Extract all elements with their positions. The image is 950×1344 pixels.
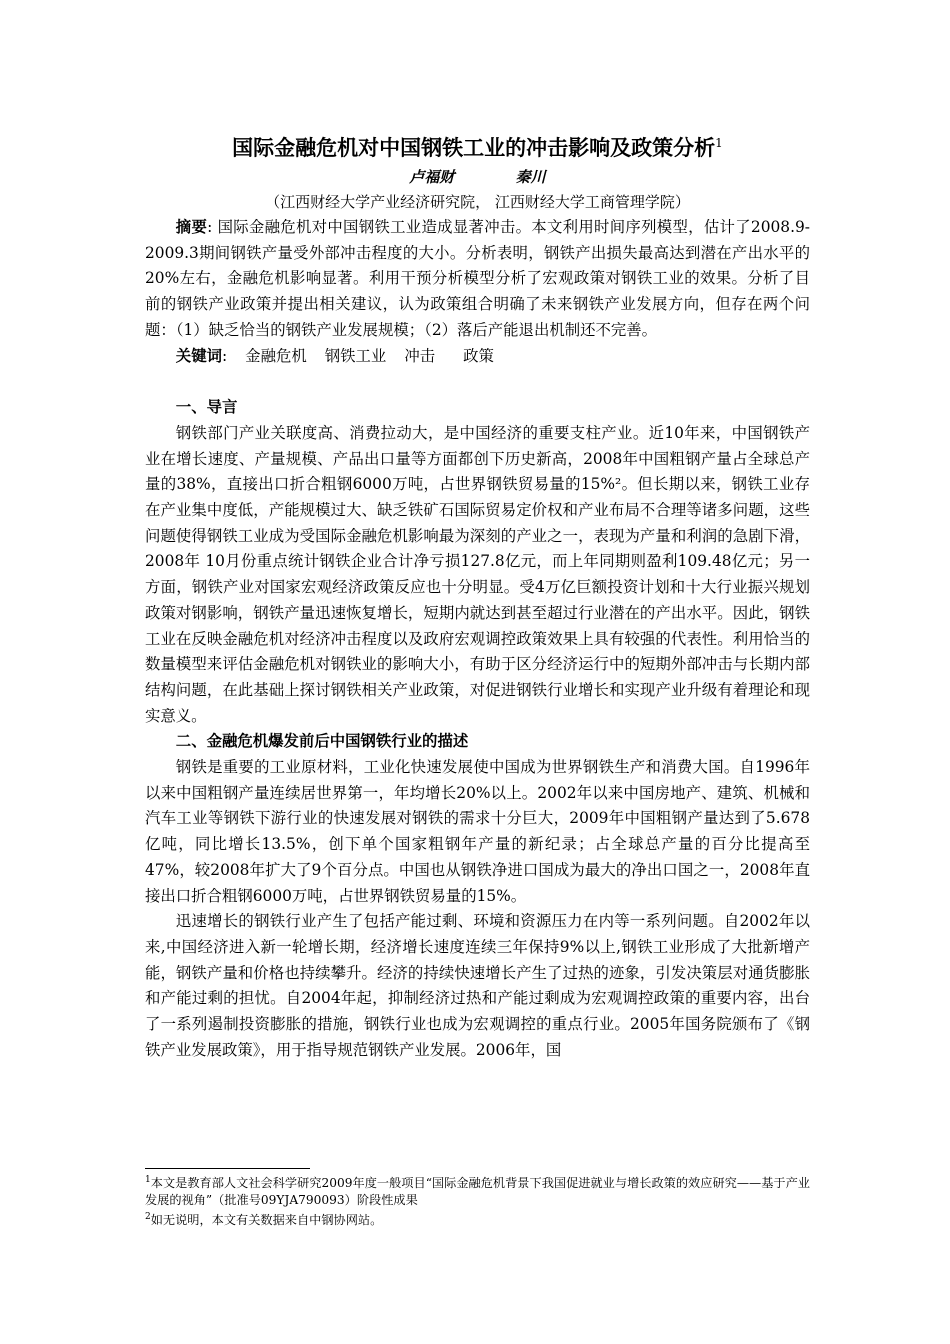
paper-title: [145, 128, 810, 163]
footnote-1-mark: 1: [145, 1175, 151, 1185]
keyword-2: 钢铁工业: [324, 346, 387, 365]
author-list: [145, 166, 810, 188]
abstract-label: 摘要: [175, 218, 208, 236]
footnote-divider: [145, 1168, 310, 1169]
section-2-paragraph-1: 钢铁是重要的工业原材料，工业化快速发展使中国成为世界钢铁生产和消费大国。自1996年以来中国粗钢产量连续居世界第一，年均增长20%以上。2002年以来中国房地产、建筑、机械和汽车工业等钢铁下游行业的快速发展对钢铁的需求十分巨大，2009年中国粗钢产量达到了5.678亿吨，同比增长13.5%，创下单个国家粗钢年产量的新纪录；占全球总产量的百分比提高至47%，较2008年扩大了9个百分点。中国也从钢铁净进口国成为最大的净出口国之一，2008年直接出口折合粗钢6000万吨，占世界钢铁贸易量的15%。: [145, 758, 810, 905]
section-1-paragraph-1: 钢铁部门产业关联度高、消费拉动大，是中国经济的重要支柱产业。近10年来，中国钢铁产业在增长速度、产量规模、产品出口量等方面都创下历史新高，2008年中国粗钢产量占全球总产量的38%，直接出口折合粗钢6000万吨，占世界钢铁贸易量的15%²。但长期以来，钢铁工业存在产业集中度低，产能规模过大、缺乏铁矿石国际贸易定价权和产业布局不合理等诸多问题，这些问题使得钢铁工业成为受国际金融危机影响最为深刻的产业之一，表现为产量和利润的急剧下滑，2008年 10月份重点统计钢铁企业合计净亏损127.8亿元，而上年同期则盈利109.48亿元；另一方面，钢铁产业对国家宏观经济政策反应也十分明显。受4万亿巨额投资计划和十大行业振兴规划政策对钢影响，钢铁产量迅速恢复增长，短期内就达到甚至超过行业潜在的产出水平。因此，钢铁工业在反映金融危机对经济冲击程度以及政府宏观调控政策效果上具有较强的代表性。利用恰当的数量模型来评估金融危机对钢铁业的影响大小，有助于区分经济运行中的短期外部冲击与长期内部结构问题，在此基础上探讨钢铁相关产业政策，对促进钢铁行业增长和实现产业升级有着理论和现实意义。: [145, 423, 810, 725]
keyword-4: 政策: [463, 346, 494, 365]
keyword-3: 冲击: [404, 346, 436, 365]
abstract: [145, 215, 810, 344]
footnote-2-mark: 2: [145, 1212, 151, 1223]
section-heading-2: 二、金融危机爆发前后中国钢铁行业的描述: [175, 732, 469, 751]
footnote-2-text: 如无说明，本文有关数据来自中钢协网站。: [150, 1213, 383, 1228]
author-2: 秦川: [515, 168, 546, 186]
footnote-1: [145, 1172, 810, 1209]
section-heading-1: 一、导言: [175, 398, 238, 417]
abstract-colon: :: [207, 218, 213, 236]
title-footnote-mark: 1: [715, 136, 723, 150]
keywords: [145, 344, 810, 370]
keyword-1: 金融危机: [245, 346, 307, 365]
footnote-1-text: 本文是教育部人文社会科学研究2009年度一般项目“国际金融危机背景下我国促进就业与增长政策的效应研究——基于产业发展的视角”（批准号09YJA790093）阶段性成果: [145, 1176, 810, 1208]
affiliation: （江西财经大学产业经济研究院， 江西财经大学工商管理学院）: [265, 193, 690, 211]
abstract-text: 国际金融危机对中国钢铁工业造成显著冲击。本文利用时间序列模型，估计了2008.9-2009.3期间钢铁产量受外部冲击程度的大小。分析表明，钢铁产出损失最高达到潜在产出水平的20%左右，金融危机影响显著。利用干预分析模型分析了宏观政策对钢铁工业的效果。分析了目前的钢铁产业政策并提出相关建议，认为政策组合明确了未来钢铁产业发展方向，但存在两个问题：（1）缺乏恰当的钢铁产业发展规模；（2）落后产能退出机制还不完善。: [145, 218, 810, 339]
keywords-label: 关键词: [175, 346, 222, 365]
footnote-2: [145, 1209, 810, 1229]
section-spacer: [145, 369, 810, 395]
author-1: 卢福财: [409, 168, 455, 186]
section-2-paragraph-2: 迅速增长的钢铁行业产生了包括产能过剩、环境和资源压力在内等一系列问题。自2002年以来,中国经济进入新一轮增长期，经济增长速度连续三年保持9%以上,钢铁工业形成了大批新增产能，钢铁产量和价格也持续攀升。经济的持续快速增长产生了过热的迹象，引发决策层对通货膨胀和产能过剩的担忧。自2004年起，抑制经济过热和产能过剩成为宏观调控政策的重要内容，出台了一系列遏制投资膨胀的措施，钢铁行业也成为宏观调控的重点行业。2005年国务院颁布了《钢铁产业发展政策》，用于指导规范钢铁产业发展。2006年，国: [145, 912, 810, 1059]
footnotes: [145, 1172, 810, 1229]
keywords-colon: :: [221, 346, 228, 365]
paper-title-text: 国际金融危机对中国钢铁工业的冲击影响及政策分析: [232, 135, 716, 160]
paper-body: [145, 215, 810, 1064]
